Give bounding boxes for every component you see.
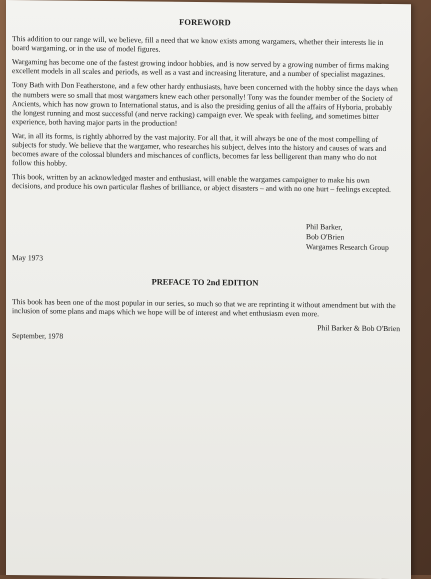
foreword-signature <box>306 222 398 253</box>
foreword-paragraph-4: War, in all its forms, is rightly abhorred by the vast majority. For all that, it will always be one of the most compelling of subjects for study. We believe that the wargamer, who researches his subject, delves into the history and causes of wars and becomes aware of the colossal blunders and mischances of conflicts, becomes far less belligerent than many who do not follow this hobby. <box>12 131 387 168</box>
foreword-paragraph-5: This book, written by an acknowledged master and enthusiast, will enable the wargames campaigner to make his own decisions, and produce his own particular flashes of brilliance, or abject disasters – and with no one hurt – feelings excepted. <box>12 172 391 195</box>
signature-line-1: Phil Barker, <box>306 221 343 232</box>
preface-credit: Phil Barker & Bob O'Brien <box>317 323 400 334</box>
foreword-paragraph-1: This addition to our range will, we believe, fill a need that we know exists among wargamers, whether their interests lie in board wargaming, or in the use of model figures. <box>12 34 384 54</box>
preface-title: PREFACE TO 2nd EDITION <box>151 277 259 288</box>
preface-paragraph: This book has been one of the most popular in our series, so much so that we are reprinting it without amendment but with the inclusion of some plans and maps which we hope will be of interest and whet enthusiasm even more. <box>12 296 396 319</box>
book-page <box>6 0 411 579</box>
preface-date: September, 1978 <box>12 331 64 341</box>
page-text <box>12 16 398 344</box>
signature-line-2: Bob O'Brien <box>306 231 345 242</box>
signature-line-3: Wargames Research Group <box>306 241 389 252</box>
foreword-title: FOREWORD <box>179 17 231 28</box>
foreword-date: May 1973 <box>12 252 44 262</box>
foreword-paragraph-2: Wargaming has become one of the fastest growing indoor hobbies, and is now served by a growing number of firms making excellent models in all scales and periods, as well as a vast and increasing literature, and a number of specialist magazines. <box>12 57 389 80</box>
foreword-paragraph-3: Tony Bath with Don Featherstone, and a few other hardy enthusiasts, have been concerned with the hobby since the days when the numbers were so small that most wargamers knew each other personally! Tony was the founder member of the Society of Ancients, which has now grown to International status, and is also the presiding genius of all the affairs of Hyboria, probably the longest running and most successful (and nerve racking) campaign ever. We speak with feeling, and sometimes bitter experience, both having major parts in the production! <box>12 80 398 128</box>
